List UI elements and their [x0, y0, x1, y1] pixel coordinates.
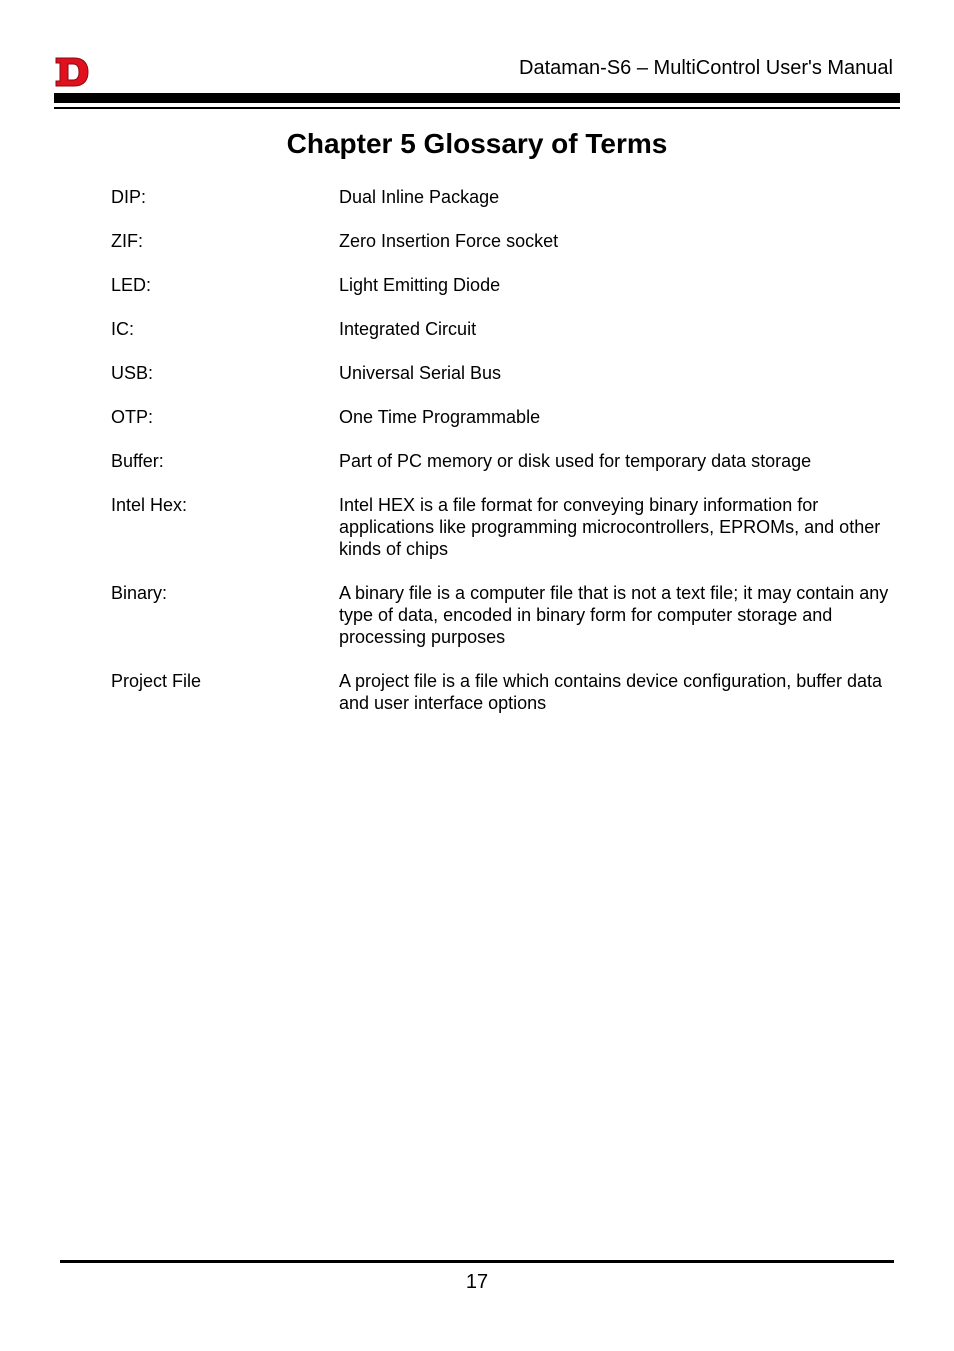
glossary-definition: A project file is a file which contains device configuration, buffer data and user interface options [339, 671, 882, 713]
glossary-term: IC: [111, 319, 135, 339]
glossary-term: DIP: [111, 187, 147, 207]
glossary-entry [111, 274, 901, 296]
glossary-entry [111, 670, 901, 714]
glossary-definition: Dual Inline Package [339, 187, 500, 207]
header-divider-thick [54, 93, 900, 103]
glossary-definition: Light Emitting Diode [339, 275, 501, 295]
glossary-term: LED: [111, 275, 152, 295]
glossary-list [111, 186, 901, 736]
glossary-definition: One Time Programmable [339, 407, 541, 427]
glossary-definition: Integrated Circuit [339, 319, 477, 339]
manual-title: Dataman-S6 – MultiControl User's Manual [519, 57, 893, 79]
glossary-term: Intel Hex: [111, 495, 188, 515]
glossary-entry [111, 230, 901, 252]
glossary-term: OTP: [111, 407, 154, 427]
glossary-term: Binary: [111, 583, 168, 603]
glossary-entry [111, 186, 901, 208]
dataman-logo-icon [54, 55, 90, 89]
page-number: 17 [465, 1271, 489, 1293]
glossary-entry [111, 406, 901, 428]
glossary-entry [111, 318, 901, 340]
glossary-term: Project File [111, 671, 202, 691]
glossary-definition: A binary file is a computer file that is not a text file; it may contain any type of data, encoded in binary form for computer storage and processing purposes [339, 583, 889, 647]
glossary-definition: Universal Serial Bus [339, 363, 502, 383]
glossary-term: USB: [111, 363, 154, 383]
glossary-entry [111, 582, 901, 648]
header-divider-thin [54, 107, 900, 109]
glossary-term: Buffer: [111, 451, 164, 471]
glossary-definition: Part of PC memory or disk used for temporary data storage [339, 451, 812, 471]
glossary-entry [111, 362, 901, 384]
glossary-definition: Zero Insertion Force socket [339, 231, 559, 251]
footer-divider [60, 1260, 894, 1263]
glossary-entry [111, 494, 901, 560]
glossary-entry [111, 450, 901, 472]
glossary-term: ZIF: [111, 231, 143, 251]
chapter-title: Chapter 5 Glossary of Terms [286, 128, 668, 159]
glossary-definition: Intel HEX is a file format for conveying binary information for applications like programming microcontrollers, EPROMs, and other kinds of chips [339, 495, 881, 559]
